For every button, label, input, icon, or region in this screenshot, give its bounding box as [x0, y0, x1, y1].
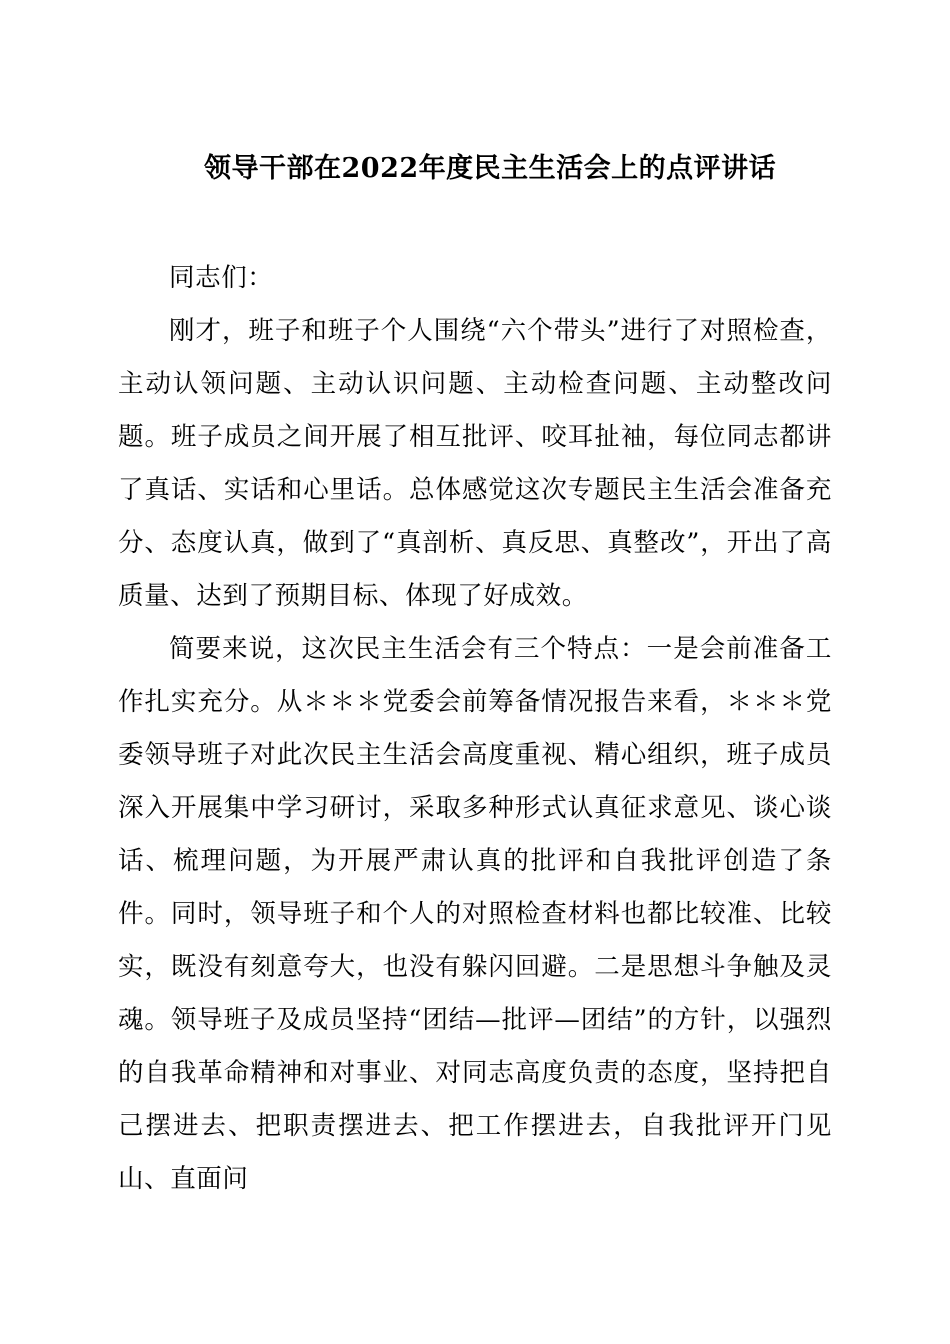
salutation: 同志们： — [169, 262, 274, 293]
paragraph-2: 简要来说，这次民主生活会有三个特点：一是会前准备工作扎实充分。从＊＊＊党委会前筹备情况报告来看，＊＊＊党委领导班子对此次民主生活会高度重视、精心组织，班子成员深入开展集中学习研讨，采取多种形式认真征求意见、谈心谈话、梳理问题，为开展严肃认真的批评和自我批评创造了条件。同时，领导班子和个人的对照检查材料也都比较准、比较实，既没有刻意夸大，也没有躲闪回避。二是思想斗争触及灵魂。领导班子及成员坚持“团结—批评—团结”的方针，以强烈的自我革命精神和对事业、对同志高度负责的态度，坚持把自己摆进去、把职责摆进去、把工作摆进去，自我批评开门见山、直面问 — [118, 633, 832, 1194]
document-body — [118, 0, 832, 1206]
page-title: 领导干部在2022年度民主生活会上的点评讲话 — [204, 153, 777, 184]
paragraph-1: 刚才，班子和班子个人围绕“六个带头”进行了对照检查，主动认领问题、主动认识问题、主动检查问题、主动整改问题。班子成员之间开展了相互批评、咬耳扯袖，每位同志都讲了真话、实话和心里话。总体感觉这次专题民主生活会准备充分、态度认真，做到了“真剖析、真反思、真整改”，开出了高质量、达到了预期目标、体现了好成效。 — [118, 315, 832, 611]
